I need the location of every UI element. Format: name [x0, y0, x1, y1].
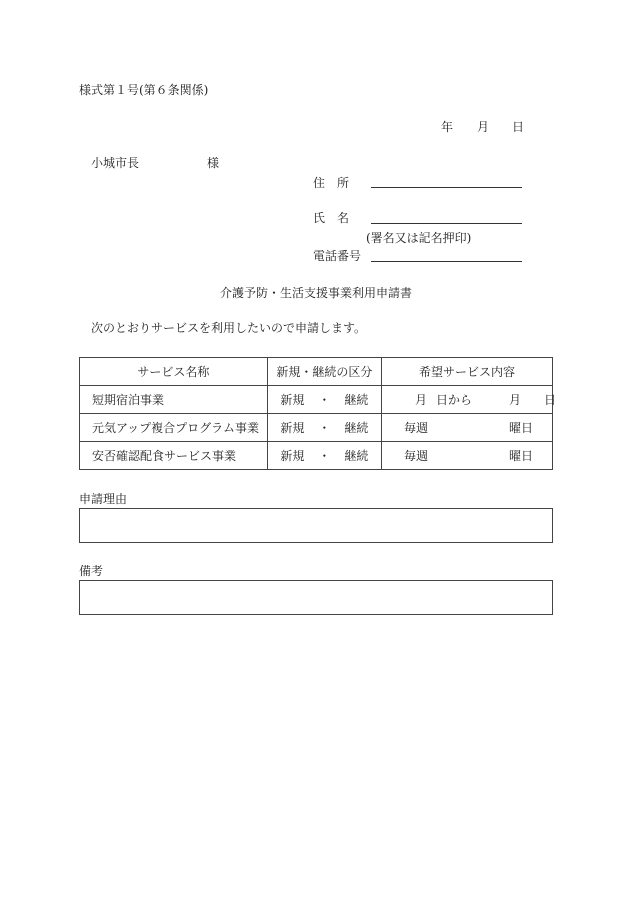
form-title: 介護予防・生活支援事業利用申請書	[220, 286, 413, 300]
form-number: 様式第１号(第６条関係)	[79, 83, 209, 97]
weekly-label: 毎週	[403, 449, 428, 463]
continue-option[interactable]: 継続	[344, 392, 369, 407]
header-category: 新規・継続の区分	[267, 358, 381, 386]
signature-note: (署名又は記名押印)	[366, 231, 472, 245]
separator-dot: ・	[318, 448, 331, 463]
service-name: 元気アップ複合プログラム事業	[80, 414, 268, 442]
continue-option[interactable]: 継続	[344, 448, 369, 463]
service-table	[79, 357, 556, 470]
header-service-name: サービス名称	[80, 358, 268, 386]
service-name: 安否確認配食サービス事業	[80, 442, 268, 470]
weekday-label: 曜日	[508, 421, 533, 435]
end-day-label: 日	[543, 393, 556, 407]
requested-content-cell[interactable]	[381, 386, 556, 414]
requested-content-cell[interactable]	[381, 414, 552, 442]
header-requested-content: 希望サービス内容	[381, 358, 552, 386]
end-month-label: 月	[508, 393, 521, 407]
table-row	[80, 386, 553, 414]
requested-content-cell[interactable]	[381, 442, 552, 470]
table-row	[80, 442, 553, 470]
date-day-label: 日	[512, 120, 525, 134]
date-year-label: 年	[441, 120, 454, 134]
new-option[interactable]: 新規	[280, 392, 305, 407]
weekday-label: 曜日	[508, 449, 533, 463]
separator-dot: ・	[318, 420, 331, 435]
separator-dot: ・	[318, 392, 331, 407]
reason-field[interactable]	[79, 508, 553, 543]
remarks-label: 備考	[79, 564, 104, 578]
reason-label: 申請理由	[79, 492, 128, 506]
service-name: 短期宿泊事業	[80, 386, 268, 414]
date-month-label: 月	[477, 120, 490, 134]
addressee-honorific: 様	[207, 156, 220, 170]
table-row	[80, 414, 553, 442]
phone-field[interactable]	[371, 261, 522, 262]
weekly-label: 毎週	[403, 421, 428, 435]
intro-text: 次のとおりサービスを利用したいので申請します。	[91, 321, 367, 335]
address-field[interactable]	[371, 187, 522, 188]
address-label: 住 所	[313, 176, 350, 190]
new-option[interactable]: 新規	[280, 420, 305, 435]
start-day-from-label: 日から	[435, 393, 472, 407]
new-option[interactable]: 新規	[280, 448, 305, 463]
name-field[interactable]	[371, 223, 522, 224]
start-month-label: 月	[414, 393, 427, 407]
new-continue-choice[interactable]	[267, 386, 381, 414]
new-continue-choice[interactable]	[267, 414, 381, 442]
remarks-field[interactable]	[79, 580, 553, 615]
new-continue-choice[interactable]	[267, 442, 381, 470]
table-header-row	[80, 358, 553, 386]
addressee-name: 小城市長	[91, 156, 140, 170]
phone-label: 電話番号	[313, 249, 362, 263]
continue-option[interactable]: 継続	[344, 420, 369, 435]
name-label: 氏 名	[313, 211, 350, 225]
